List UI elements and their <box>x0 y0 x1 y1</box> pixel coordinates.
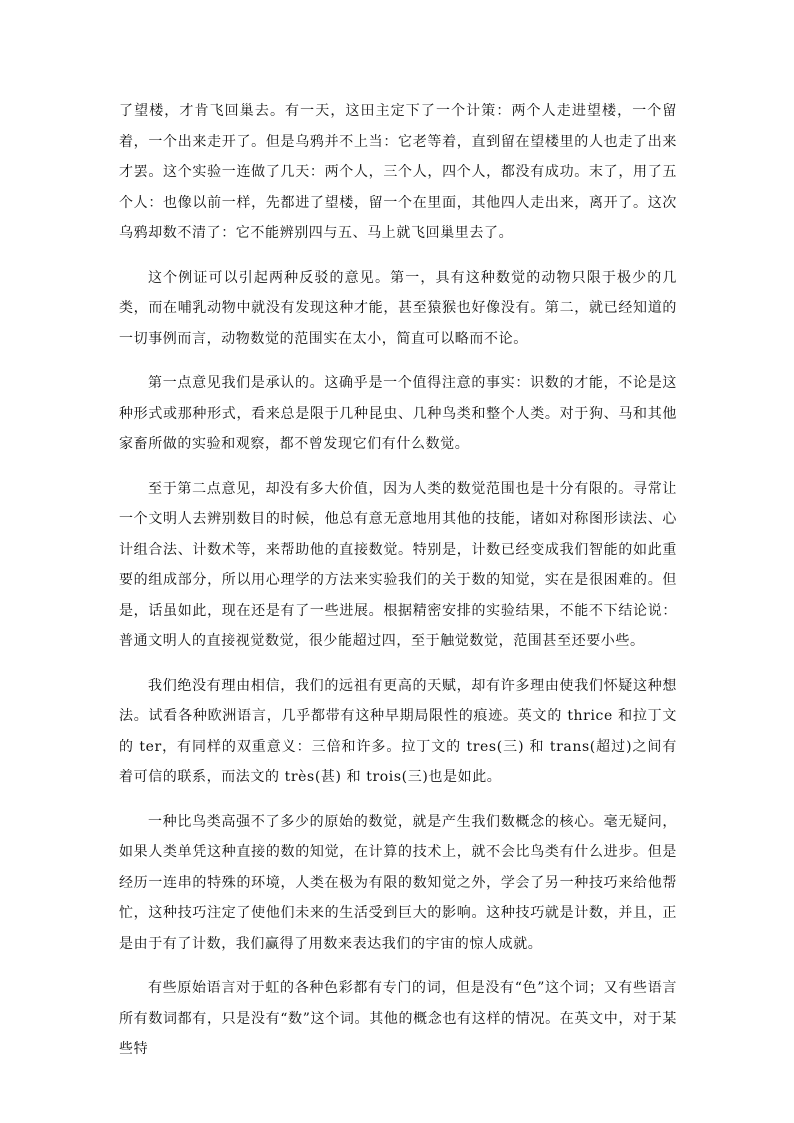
paragraph-1: 了望楼，才肯飞回巢去。有一天，这田主定下了一个计策：两个人走进望楼，一个留着，一个出来走开了。但是乌鸦并不上当：它老等着，直到留在望楼里的人也走了出来才罢。这个实验一连做了几天：两个人，三个人，四个人，都没有成功。末了，用了五个人：也像以前一样，先都进了望楼，留一个在里面，其他四人走出来，离开了。这次乌鸦却数不清了：它不能辨别四与五、马上就飞回巢里去了。 <box>119 103 677 241</box>
paragraph-5: 我们绝没有理由相信，我们的远祖有更高的天赋，却有许多理由使我们怀疑这种想法。试看各种欧洲语言，几乎都带有这种早期局限性的痕迹。英文的 thrice 和拉丁文的 ter，有同样的双重意义：三倍和许多。拉丁文的 tres(三) 和 trans(超过)之间有着可信的联系，而法文的 très(甚) 和 trois(三)也是如此。 <box>119 677 677 785</box>
paragraph-2: 这个例证可以引起两种反驳的意见。第一，具有这种数觉的动物只限于极少的几类，而在哺乳动物中就没有发现这种才能，甚至猿猴也好像没有。第二，就已经知道的一切事例而言，动物数觉的范围实在太小，简直可以略而不论。 <box>119 269 677 347</box>
paragraph-6: 一种比鸟类高强不了多少的原始的数觉，就是产生我们数概念的核心。毫无疑问，如果人类单凭这种直接的数的知觉，在计算的技术上，就不会比鸟类有什么进步。但是经历一连串的特殊的环境，人类在极为有限的数知觉之外，学会了另一种技巧来给他帮忙，这种技巧注定了使他们未来的生活受到巨大的影响。这种技巧就是计数，并且，正是由于有了计数，我们赢得了用数来表达我们的宇宙的惊人成就。 <box>119 813 677 952</box>
paragraph-4: 至于第二点意见，却没有多大价值，因为人类的数觉范围也是十分有限的。寻常让一个文明人去辨别数目的时候，他总有意无意地用其他的技能，诸如对称图形读法、心计组合法、计数术等，来帮助他的直接数觉。特别是，计数已经变成我们智能的如此重要的组成部分，所以用心理学的方法来实验我们的关于数的知觉，实在是很困难的。但是，话虽如此，现在还是有了一些进展。根据精密安排的实验结果，不能不下结论说：普通文明人的直接视觉数觉，很少能超过四，至于触觉数觉，范围甚至还要小些。 <box>119 480 677 649</box>
paragraph-3: 第一点意见我们是承认的。这确乎是一个值得注意的事实：识数的才能，不论是这种形式或那种形式，看来总是限于几种昆虫、几种鸟类和整个人类。对于狗、马和其他家畜所做的实验和观察，都不曾发现它们有什么数觉。 <box>119 375 677 452</box>
paragraph-7: 有些原始语言对于虹的各种色彩都有专门的词，但是没有“色”这个词；又有些语言所有数词都有，只是没有“数”这个词。其他的概念也有这样的情况。在英文中，对于某些特 <box>119 980 677 1057</box>
document-body <box>119 96 677 1079</box>
